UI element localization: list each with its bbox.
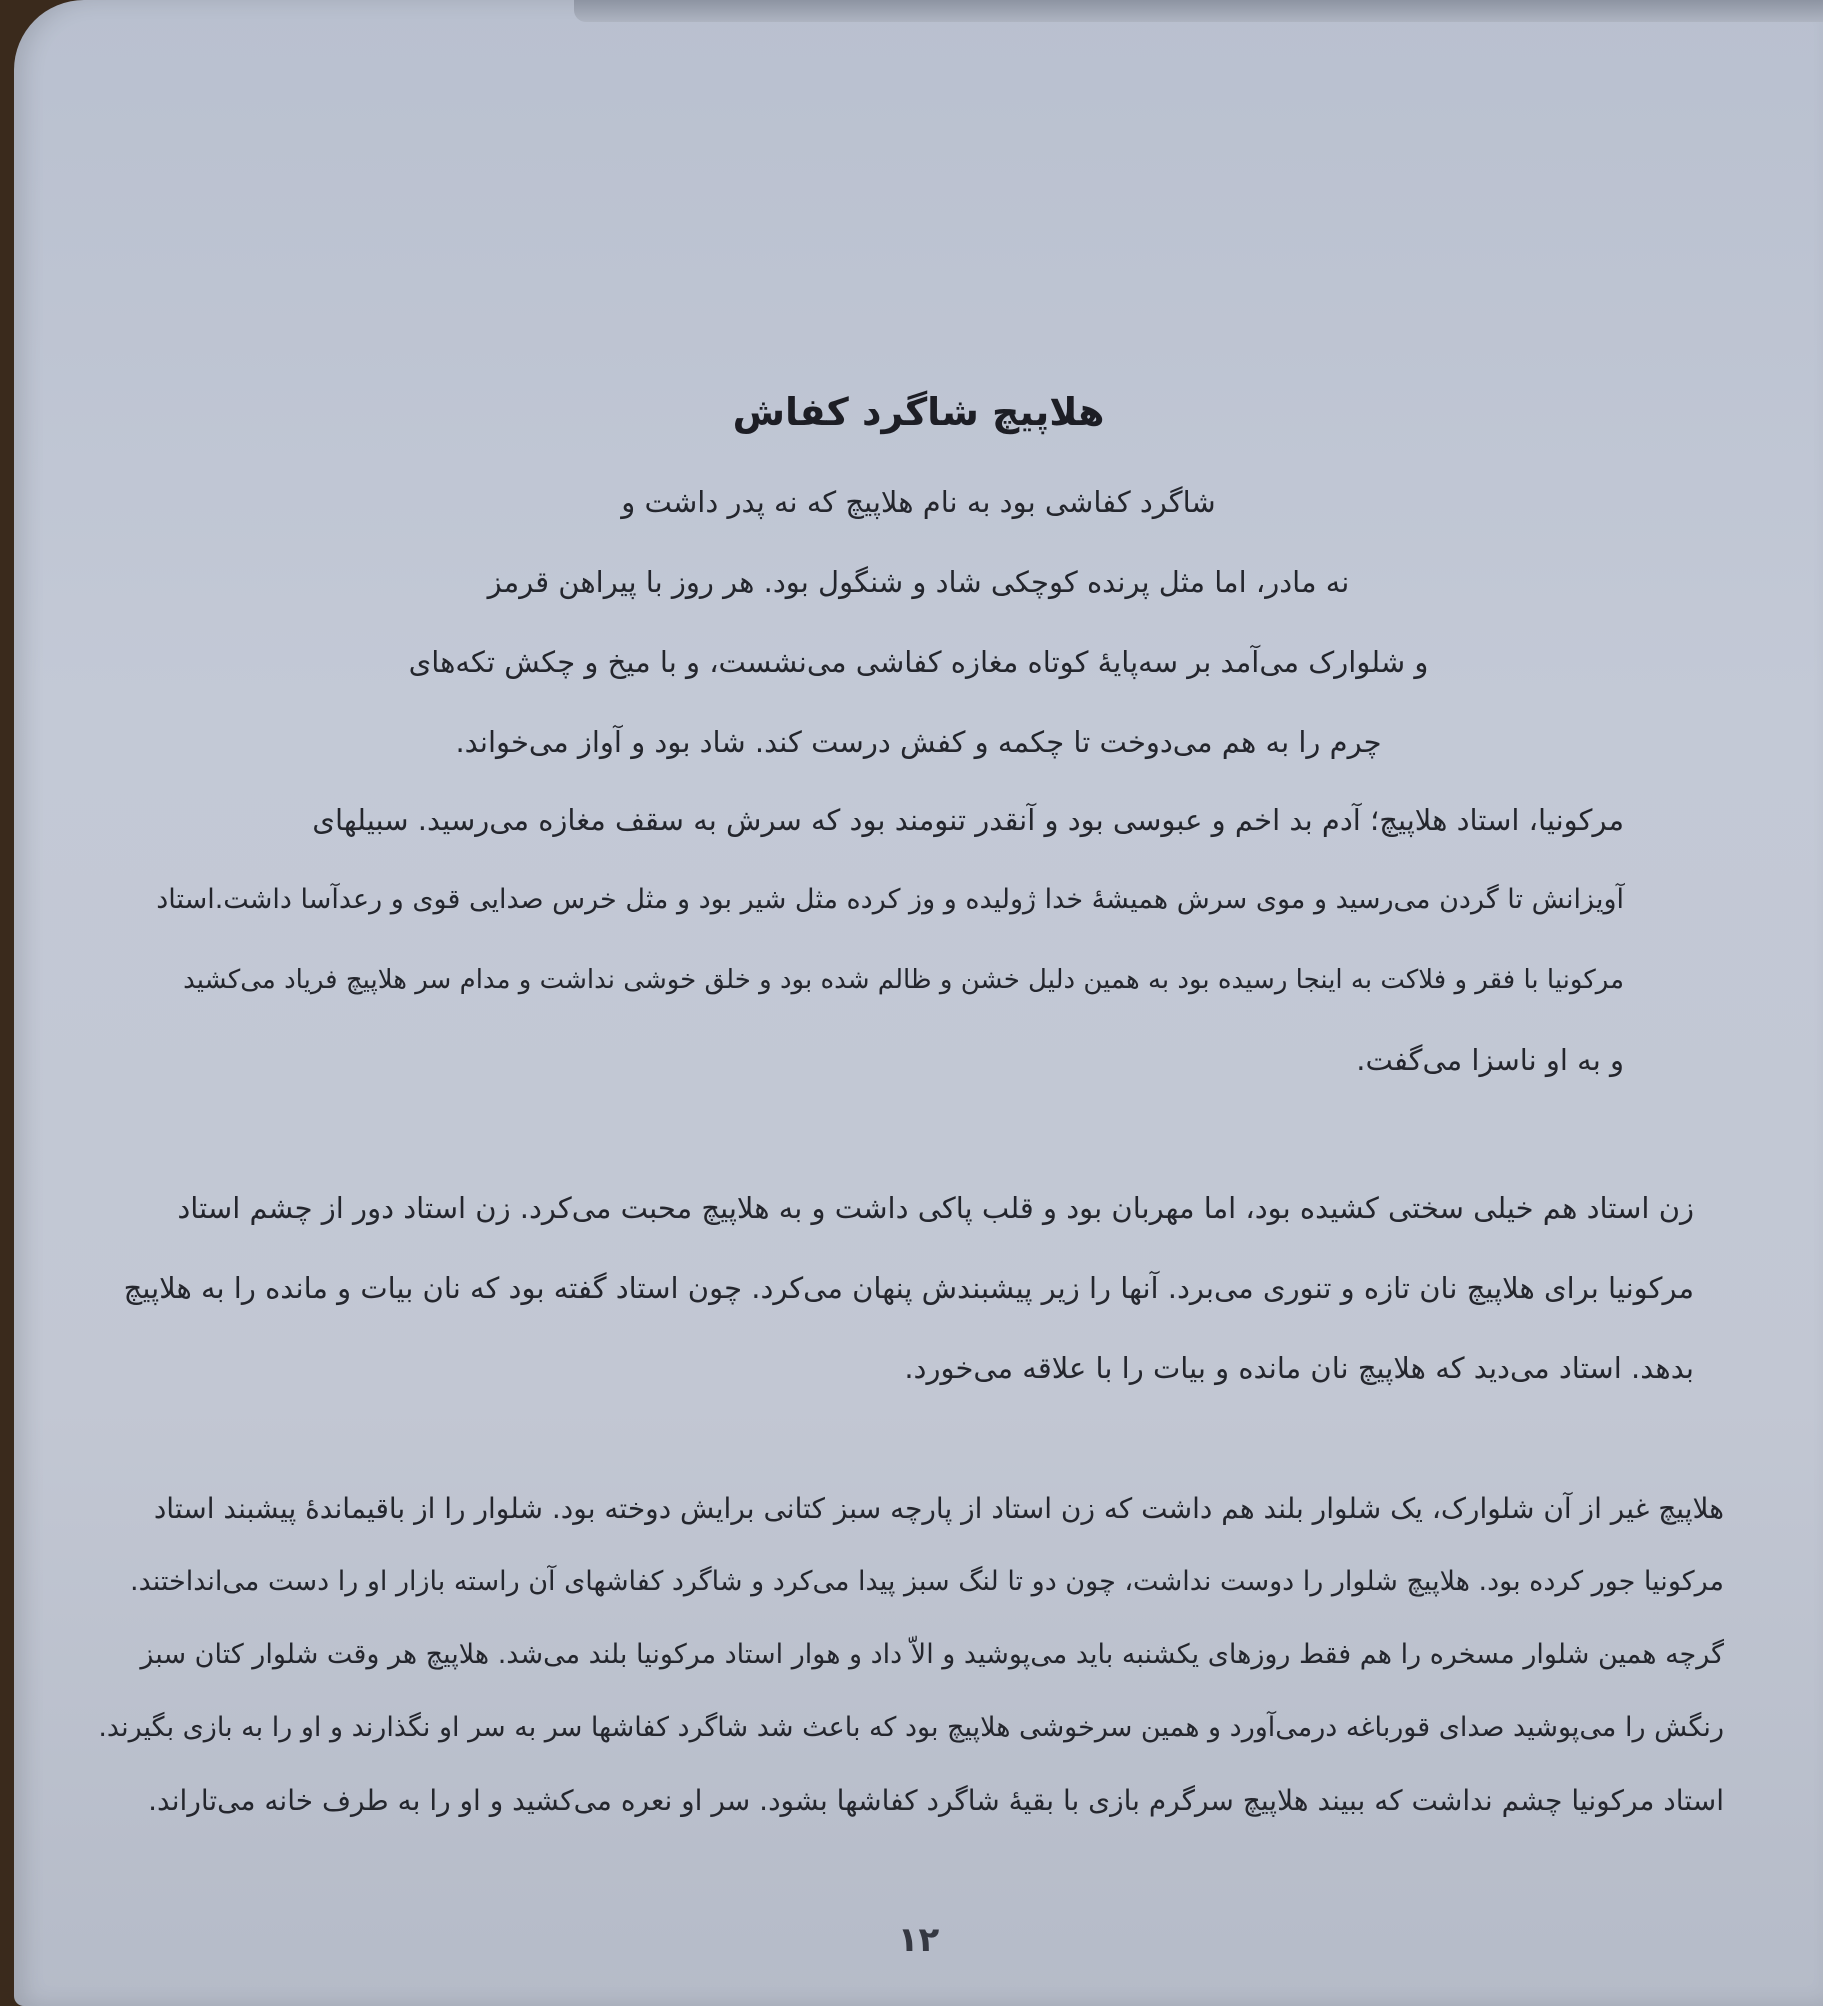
paragraph-master — [134, 780, 1624, 1100]
page-number: ۱۲ — [897, 1920, 940, 1960]
story-title: هلاپیچ شاگرد کفاش — [732, 390, 1105, 434]
text-line: آویزانش تا گردن می‌رسید و موی سرش همیشهٔ خدا ژولیده و وز کرده مثل شیر بود و مثل خرس صدایی قوی و رعدآسا داشت.استاد — [156, 884, 1624, 915]
text-line: و شلوارک می‌آمد بر سه‌پایهٔ کوتاه مغازه کفاشی می‌نشست، و با میخ و چکش تکه‌های — [408, 645, 1429, 679]
text-line: استاد مرکونیا چشم نداشت که ببیند هلاپیچ سرگرم بازی با بقیهٔ شاگرد کفاشها بشود. سر او نعره می‌کشید و او را به طرف خانه می‌تاراند. — [148, 1784, 1724, 1817]
text-line: رنگش را می‌پوشید صدای قورباغه درمی‌آورد و همین سرخوشی هلاپیچ بود که باعث شد شاگرد کفاشها سر به سر او نگذارند و او را به بازی بگیرند. — [98, 1712, 1724, 1743]
text-line: هلاپیچ غیر از آن شلوارک، یک شلوار بلند هم داشت که زن استاد از پارچه سبز کتانی برایش دوخته بود. شلوار را از باقیماندهٔ پیشبند استاد — [153, 1492, 1724, 1525]
text-line: مرکونیا جور کرده بود. هلاپیچ شلوار را دوست نداشت، چون دو تا لنگ سبز پیدا می‌کرد و شاگرد کفاشهای آن راسته بازار او را دست می‌انداختند. — [129, 1566, 1724, 1597]
paragraph-green-trousers — [94, 1472, 1724, 1837]
text-line: مرکونیا با فقر و فلاکت به اینجا رسیده بود به همین دلیل خشن و ظالم شده بود و خلق خوشی نداشت و مدام سر هلاپیچ فریاد می‌کشید — [183, 965, 1624, 995]
text-line: مرکونیا برای هلاپیچ نان تازه و تنوری می‌برد. آنها را زیر پیشبندش پنهان می‌کرد. چون استاد گفته بود که نان بیات و مانده را به هلاپیچ — [123, 1271, 1694, 1305]
paragraph-master-wife — [114, 1168, 1694, 1408]
text-line: گرچه همین شلوار مسخره را هم فقط روزهای یکشنبه باید می‌پوشید و الاّ داد و هوار استاد مرکونیا بلند می‌شد. هلاپیچ هر وقت شلوار کتان سبز — [140, 1639, 1724, 1670]
text-line: چرم را به هم می‌دوخت تا چکمه و کفش درست کند. شاد بود و آواز می‌خواند. — [455, 725, 1382, 759]
text-line: و به او ناسزا می‌گفت. — [1356, 1043, 1624, 1077]
text-line: نه مادر، اما مثل پرنده کوچکی شاد و شنگول بود. هر روز با پیراهن قرمز — [487, 565, 1350, 599]
text-line: مرکونیا، استاد هلاپیچ؛ آدم بد اخم و عبوسی بود و آنقدر تنومند بود که سرش به سقف مغازه می‌رسید. سبیلهای — [312, 803, 1624, 837]
next-page-edge — [574, 0, 1823, 22]
book-page — [14, 0, 1823, 2006]
text-line: بدهد. استاد می‌دید که هلاپیچ نان مانده و بیات را با علاقه می‌خورد. — [904, 1351, 1694, 1385]
paragraph-intro — [14, 462, 1823, 782]
text-line: شاگرد کفاشی بود به نام هلاپیچ که نه پدر داشت و — [621, 485, 1216, 519]
text-line: زن استاد هم خیلی سختی کشیده بود، اما مهربان بود و قلب پاکی داشت و به هلاپیچ محبت می‌کرد. زن استاد دور از چشم استاد — [177, 1191, 1694, 1225]
